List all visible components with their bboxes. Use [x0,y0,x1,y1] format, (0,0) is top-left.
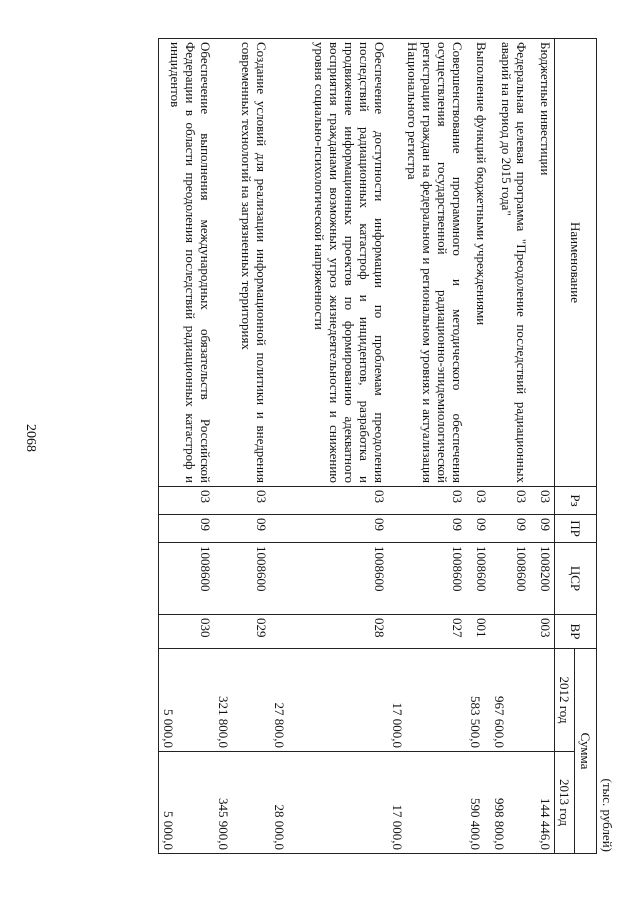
row-sum-2013: 28 000,0 [271,752,389,854]
row-rz: 03 [389,487,467,515]
row-sum-2012: 5 000,0 [159,649,215,752]
row-vr: 030 [159,615,215,649]
row-name: Бюджетные инвестиции [531,39,555,487]
header-name: Наименование [555,39,597,487]
row-sum-2012 [531,649,555,752]
row-name: Федеральная целевая программа "Преодоление последствий радиационных аварий на период до 2015 года" [491,39,531,487]
header-pr: ПР [555,515,597,543]
row-sum-2012: 321 800,0 [215,649,271,752]
row-pr: 09 [467,515,491,543]
row-rz: 03 [271,487,389,515]
unit-note: (тыс. рублей) [600,778,615,852]
row-vr: 029 [215,615,271,649]
row-pr: 09 [215,515,271,543]
row-rz: 03 [215,487,271,515]
row-csr: 1008600 [271,543,389,615]
row-sum-2013: 345 900,0 [215,752,271,854]
row-csr: 1008600 [491,543,531,615]
row-sum-2012: 17 000,0 [389,649,467,752]
page-number: 2068 [23,424,38,452]
row-pr: 09 [389,515,467,543]
row-pr: 09 [271,515,389,543]
header-vr: ВР [555,615,597,649]
row-pr: 09 [491,515,531,543]
row-rz: 03 [467,487,491,515]
row-rz: 03 [531,487,555,515]
row-csr: 1008600 [215,543,271,615]
row-vr: 001 [467,615,491,649]
table-row [159,39,215,854]
row-sum-2012: 583 500,0 [467,649,491,752]
row-name: Обеспечение доступности информации по проблемам преодоления последствий радиационных катастроф и инцидентов, разработка и продвижение информационных проектов по формированию адекватного восприятия гражданами возможных угроз жизнедеятельности и снижению уровня социально-психологической напряженности [271,39,389,487]
table-row [389,39,467,854]
row-sum-2012: 27 800,0 [271,649,389,752]
row-vr: 028 [271,615,389,649]
row-csr: 1008200 [531,543,555,615]
row-pr: 09 [531,515,555,543]
row-name: Совершенствование программного и методического обеспечения осуществления государственной радиационно-эпидемиологической регистрации граждан на федеральном и региональном уровнях и актуализация Национального регистра [389,39,467,487]
row-csr: 1008600 [389,543,467,615]
row-name: Создание условий для реализации информационной политики и внедрения современных технологий на загрязненных территориях [215,39,271,487]
row-rz: 03 [159,487,215,515]
table-row [491,39,531,854]
header-rz: Рз [555,487,597,515]
row-sum-2012: 967 600,0 [491,649,531,752]
table-row [531,39,555,854]
row-sum-2013: 590 400,0 [467,752,491,854]
rotated-page-content [115,38,615,858]
row-sum-2013: 17 000,0 [389,752,467,854]
row-vr: 027 [389,615,467,649]
row-sum-2013: 144 446,0 [531,752,555,854]
header-2012: 2012 год [555,649,575,752]
row-sum-2013: 5 000,0 [159,752,215,854]
table-row [215,39,271,854]
budget-table [158,38,597,854]
row-csr: 1008600 [467,543,491,615]
row-sum-2013: 998 800,0 [491,752,531,854]
table-row [467,39,491,854]
row-vr: 003 [531,615,555,649]
row-pr: 09 [159,515,215,543]
header-csr: ЦСР [555,543,597,615]
header-2013: 2013 год [555,752,575,854]
table-row [271,39,389,854]
row-csr: 1008600 [159,543,215,615]
table-body [159,39,555,854]
row-rz: 03 [491,487,531,515]
row-name: Обеспечение выполнения международных обязательств Российской Федерации в области преодоления последствий радиационных катастроф и инцидентов [159,39,215,487]
row-vr [491,615,531,649]
header-sum: Сумма [575,649,597,854]
row-name: Выполнение функций бюджетными учреждениями [467,39,491,487]
